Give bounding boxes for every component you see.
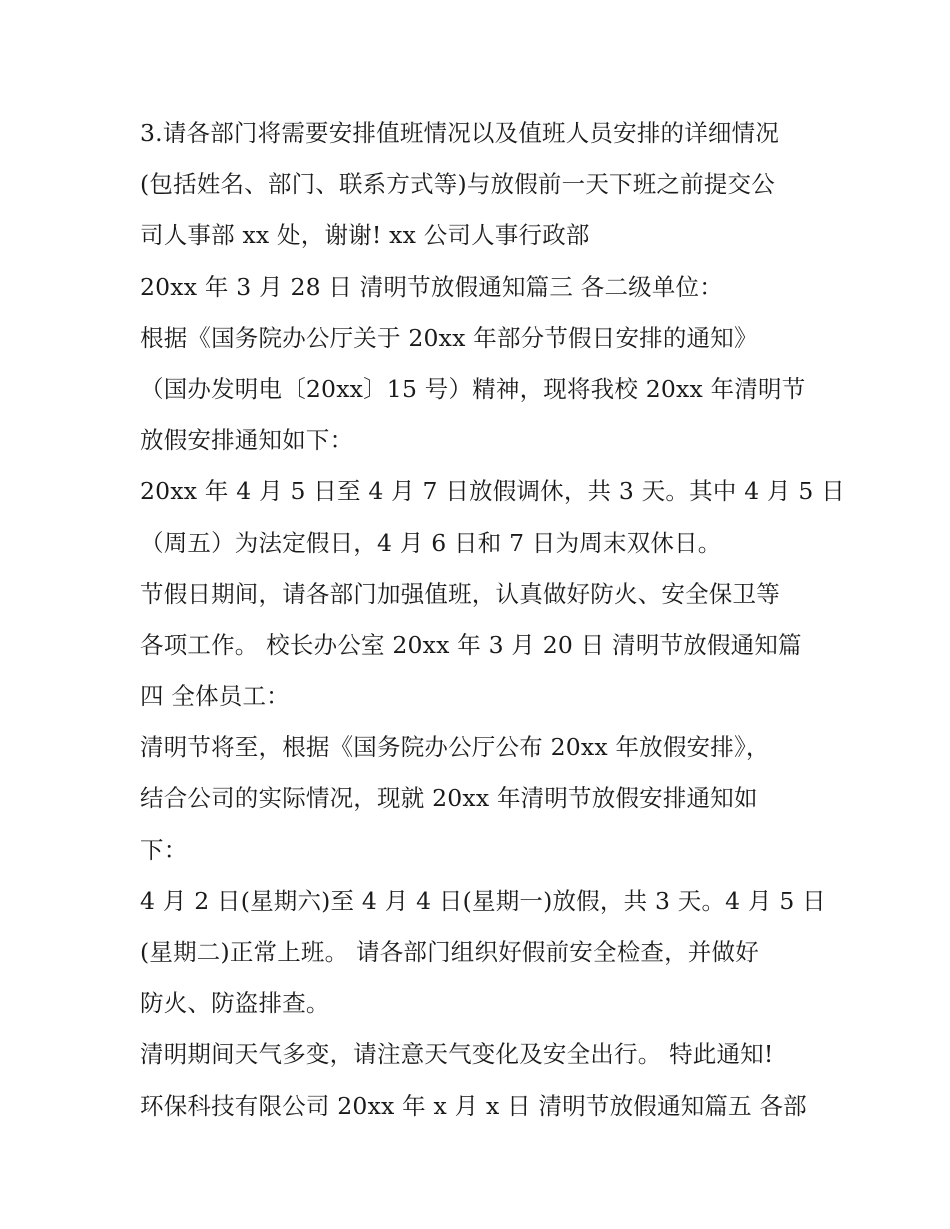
text-line: 3.请各部门将需要安排值班情况以及值班人员安排的详细情况	[140, 119, 780, 147]
text-line: 结合公司的实际情况，现就 20xx 年清明节放假安排通知如	[140, 784, 758, 813]
text-line: 各项工作。 校长办公室 20xx 年 3 月 20 日 清明节放假通知篇	[140, 630, 802, 659]
document-body	[140, 108, 845, 1132]
text-line: (包括姓名、部门、联系方式等)与放假前一天下班之前提交公	[140, 170, 775, 199]
text-line: 根据《国务院办公厅关于 20xx 年部分节假日安排的通知》	[140, 323, 758, 352]
text-line: 清明期间天气多变，请注意天气变化及安全出行。 特此通知!	[140, 1040, 774, 1069]
text-line: 清明节将至，根据《国务院办公厅公布 20xx 年放假安排》，	[140, 733, 770, 762]
text-line: 20xx 年 4 月 5 日至 4 月 7 日放假调休，共 3 天。其中 4 月 5 日	[140, 477, 845, 506]
text-line: 防火、防盗排查。	[140, 989, 330, 1018]
text-line: 4 月 2 日(星期六)至 4 月 4 日(星期一)放假，共 3 天。4 月 5 日	[140, 886, 826, 915]
text-line: 司人事部 xx 处，谢谢! xx 公司人事行政部	[140, 221, 590, 250]
text-line: 四 全体员工：	[140, 682, 290, 711]
text-line: 放假安排通知如下：	[140, 426, 354, 455]
text-line: 环保科技有限公司 20xx 年 x 月 x 日 清明节放假通知篇五 各部	[140, 1091, 807, 1120]
text-line: （国办发明电〔20xx〕15 号）精神，现将我校 20xx 年清明节	[140, 374, 806, 403]
text-line: 节假日期间，请各部门加强值班，认真做好防火、安全保卫等	[140, 579, 780, 608]
text-line: (星期二)正常上班。 请各部门组织好假前安全检查，并做好	[140, 938, 759, 966]
text-line: （周五）为法定假日，4 月 6 日和 7 日为周末双休日。	[140, 528, 722, 557]
text-line: 下：	[140, 835, 188, 864]
text-line: 20xx 年 3 月 28 日 清明节放假通知篇三 各二级单位：	[140, 272, 723, 301]
